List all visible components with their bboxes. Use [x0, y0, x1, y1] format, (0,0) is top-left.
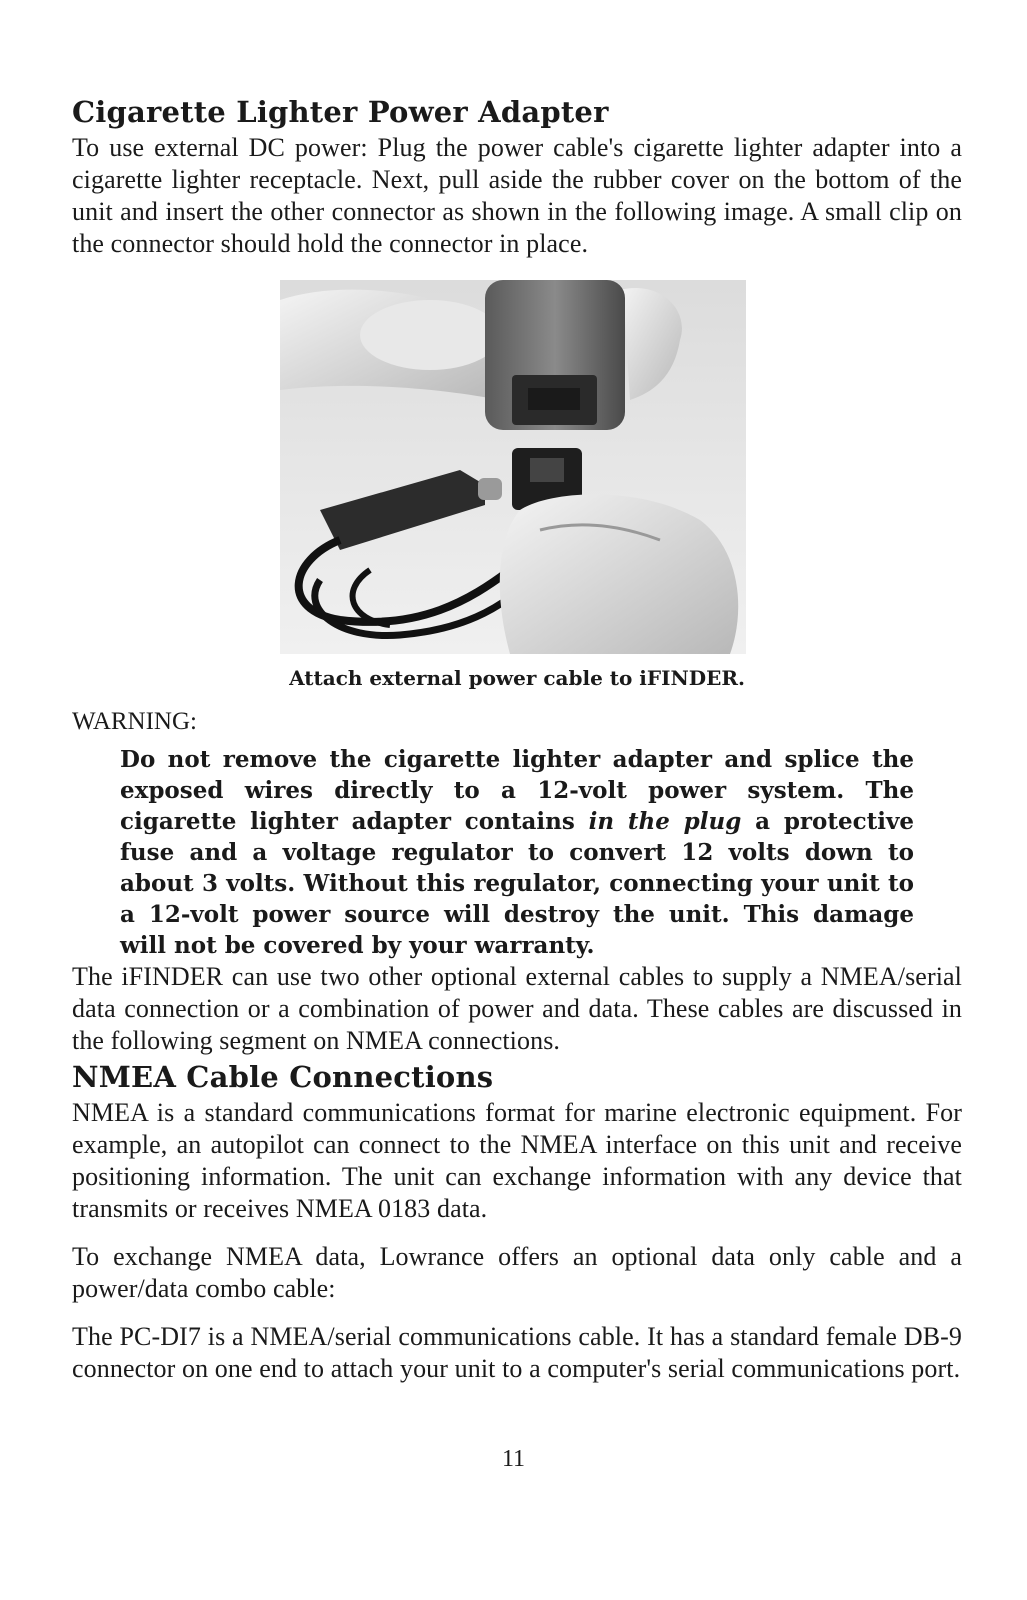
power-adapter-paragraph: To use external DC power: Plug the power cable's cigarette lighter adapter into a cigarette lighter receptacle. Next, pull aside the rubber cover on the bottom of the unit and insert the other connector as shown in the following image. A small clip on the connector should hold the connector in place. [72, 133, 962, 258]
power-cable-photo [280, 280, 746, 654]
warning-text [120, 744, 914, 961]
section-heading-nmea: NMEA Cable Connections [72, 1060, 494, 1094]
nmea-paragraph-2: To exchange NMEA data, Lowrance offers an optional data only cable and a power/data combo cable: [72, 1242, 962, 1303]
warning-emphasis: in the plug [588, 808, 742, 835]
section-heading-power-adapter: Cigarette Lighter Power Adapter [72, 95, 609, 129]
optional-cables-paragraph: The iFINDER can use two other optional external cables to supply a NMEA/serial data connection or a combination of power and data. These cables are discussed in the following segment on NMEA connections. [72, 962, 962, 1055]
warning-label: WARNING: [72, 708, 197, 735]
warning-text-part-1: Do not remove the cigarette lighter adapter and splice the exposed wires directly to a 12-volt power system. The cigarette lighter adapter contains [120, 746, 914, 835]
figure-caption: Attach external power cable to iFINDER. [289, 666, 745, 690]
page-number: 11 [501, 1446, 526, 1472]
document-page [72, 92, 962, 1385]
nmea-paragraph-3: The PC-DI7 is a NMEA/serial communications cable. It has a standard female DB-9 connector on one end to attach your unit to a computer's serial communications port. [72, 1322, 962, 1383]
warning-text-part-2: a protective fuse and a voltage regulator to convert 12 volts down to about 3 volts. Without this regulator, connecting your unit to a 12-volt power source will destroy the unit. This damage will not be covered by your warranty. [120, 808, 914, 959]
nmea-paragraph-1: NMEA is a standard communications format for marine electronic equipment. For example, an autopilot can connect to the NMEA interface on this unit and receive positioning information. The unit can exchange information with any device that transmits or receives NMEA 0183 data. [72, 1098, 962, 1223]
